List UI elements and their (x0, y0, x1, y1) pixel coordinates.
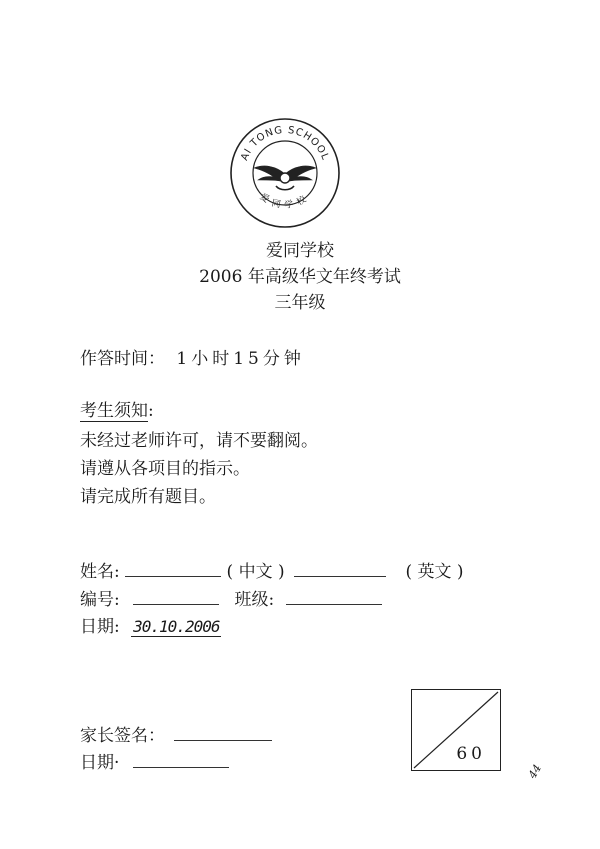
parent-signature-field[interactable] (174, 726, 272, 741)
instructions-heading (80, 396, 154, 421)
chinese-label: ( 中文 ) (226, 562, 285, 582)
english-label: ( 英文 ) (405, 562, 464, 582)
duration-label: 作答时间： (80, 349, 165, 369)
parent-date-label: 日期· (80, 753, 120, 773)
school-logo (228, 116, 342, 230)
parent-signature-row (80, 721, 272, 746)
english-name-field[interactable] (294, 562, 386, 577)
date-value: 30.10.2006 (133, 617, 220, 636)
number-class-row (80, 585, 382, 610)
exam-title: 2006 年高级华文年终考试 (199, 267, 401, 287)
parent-date-row (80, 748, 229, 773)
name-label: 姓名: (80, 562, 120, 582)
instruction-item: 未经过老师许可，请不要翻阅。 (80, 431, 318, 451)
score-box (411, 689, 501, 771)
margin-mark: 44 (525, 762, 545, 781)
instruction-item: 请遵从各项目的指示。 (80, 459, 250, 479)
duration-row (80, 344, 305, 369)
school-name: 爱同学校 (266, 241, 334, 261)
name-row (80, 557, 464, 582)
number-label: 编号: (80, 590, 120, 610)
svg-text:爱同学校: 爱同学校 (257, 191, 313, 212)
date-label: 日期: (80, 617, 120, 637)
date-row (80, 612, 221, 637)
score-total: 60 (456, 744, 486, 764)
class-label: 班级: (234, 590, 275, 610)
duration-value: 1小时15分钟 (176, 349, 305, 369)
grade-label: 三年级 (274, 293, 326, 313)
instruction-item: 请完成所有题目。 (80, 487, 216, 507)
instructions-colon: : (148, 401, 154, 421)
number-field[interactable] (133, 590, 219, 605)
parent-signature-label: 家长签名： (80, 726, 165, 746)
instructions-title: 考生须知 (80, 401, 148, 421)
svg-text:AI TONG SCHOOL: AI TONG SCHOOL (239, 124, 331, 163)
class-field[interactable] (286, 590, 382, 605)
parent-date-field[interactable] (133, 753, 229, 768)
chinese-name-field[interactable] (125, 562, 221, 577)
school-crest-icon (228, 116, 342, 230)
